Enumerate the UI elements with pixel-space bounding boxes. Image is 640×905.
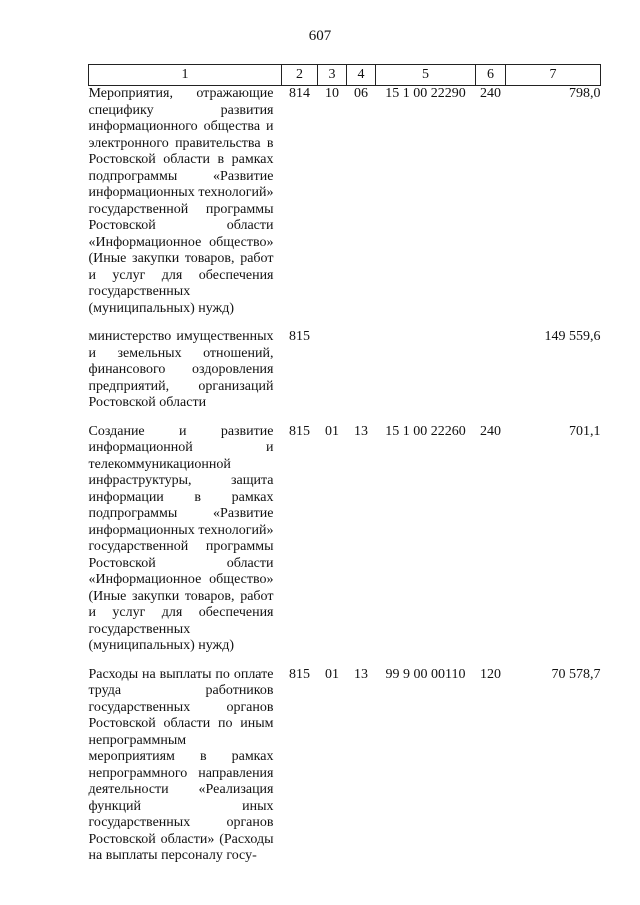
table-body [89,86,601,865]
row-section: 01 [325,666,339,682]
row-ministry-code: 815 [289,423,310,439]
table-row [89,86,601,330]
row-name: министерство имущественных и земельных отношений, финансового оздоровления предприятий, организаций Ростовской области [88,329,274,410]
row-amount: 701,1 [569,423,601,439]
page-number: 607 [308,28,332,44]
row-section [318,329,347,424]
row-subsection: 13 [354,423,368,439]
row-name: Мероприятия, отражающие специфику развития информационного общества и электронного правительства в Ростовской области в рамках подпрограммы «Развитие информационных технологий» государственной программы Ростовской области «Информационное общество» (Иные закупки товаров, работ и услуг для обеспечения государственных (муниципальных) нужд) [88,86,274,316]
table-row [89,424,601,667]
row-expense-type: 120 [480,666,501,682]
row-expense-type [476,329,506,424]
column-header-5: 5 [376,65,476,86]
row-target-article [376,329,476,424]
row-ministry-code: 814 [289,86,310,101]
row-ministry-code: 815 [289,666,310,682]
row-amount: 70 578,7 [551,666,601,682]
column-header-3: 3 [318,65,347,86]
row-section: 01 [325,423,339,439]
row-name: Создание и развитие информационной и телекоммуникационной инфраструктуры, защита информации в рамках подпрограммы «Развитие информационных технологий» государственной программы Ростовской области «Информационное общество» (Иные закупки товаров, работ и услуг для обеспечения государственных (муниципальных) нужд) [88,423,274,653]
column-header-1: 1 [89,65,282,86]
row-target-article: 99 9 00 00110 [385,666,466,682]
row-section: 10 [325,86,339,101]
budget-table [88,64,601,865]
row-amount: 149 559,6 [544,329,601,344]
header-row [89,65,601,86]
table-row [89,329,601,424]
row-target-article: 15 1 00 22260 [385,423,466,439]
row-subsection: 06 [354,86,368,101]
column-header-4: 4 [347,65,376,86]
column-header-2: 2 [282,65,318,86]
column-header-6: 6 [476,65,506,86]
row-amount: 798,0 [569,86,601,101]
row-ministry-code: 815 [289,329,310,344]
row-subsection [347,329,376,424]
row-expense-type: 240 [480,423,501,439]
row-name: Расходы на выплаты по оплате труда работников государственных органов Ростовской области по иным непрограммным мероприятиям в рамках непрограммного направления деятельности «Реализация функций иных государственных органов Ростовской области» (Расходы на выплаты персоналу госу- [88,666,274,863]
column-header-7: 7 [506,65,601,86]
row-subsection: 13 [354,666,368,682]
row-expense-type: 240 [480,86,501,101]
table-header [89,65,601,86]
table-row [89,667,601,865]
row-target-article: 15 1 00 22290 [385,86,466,101]
